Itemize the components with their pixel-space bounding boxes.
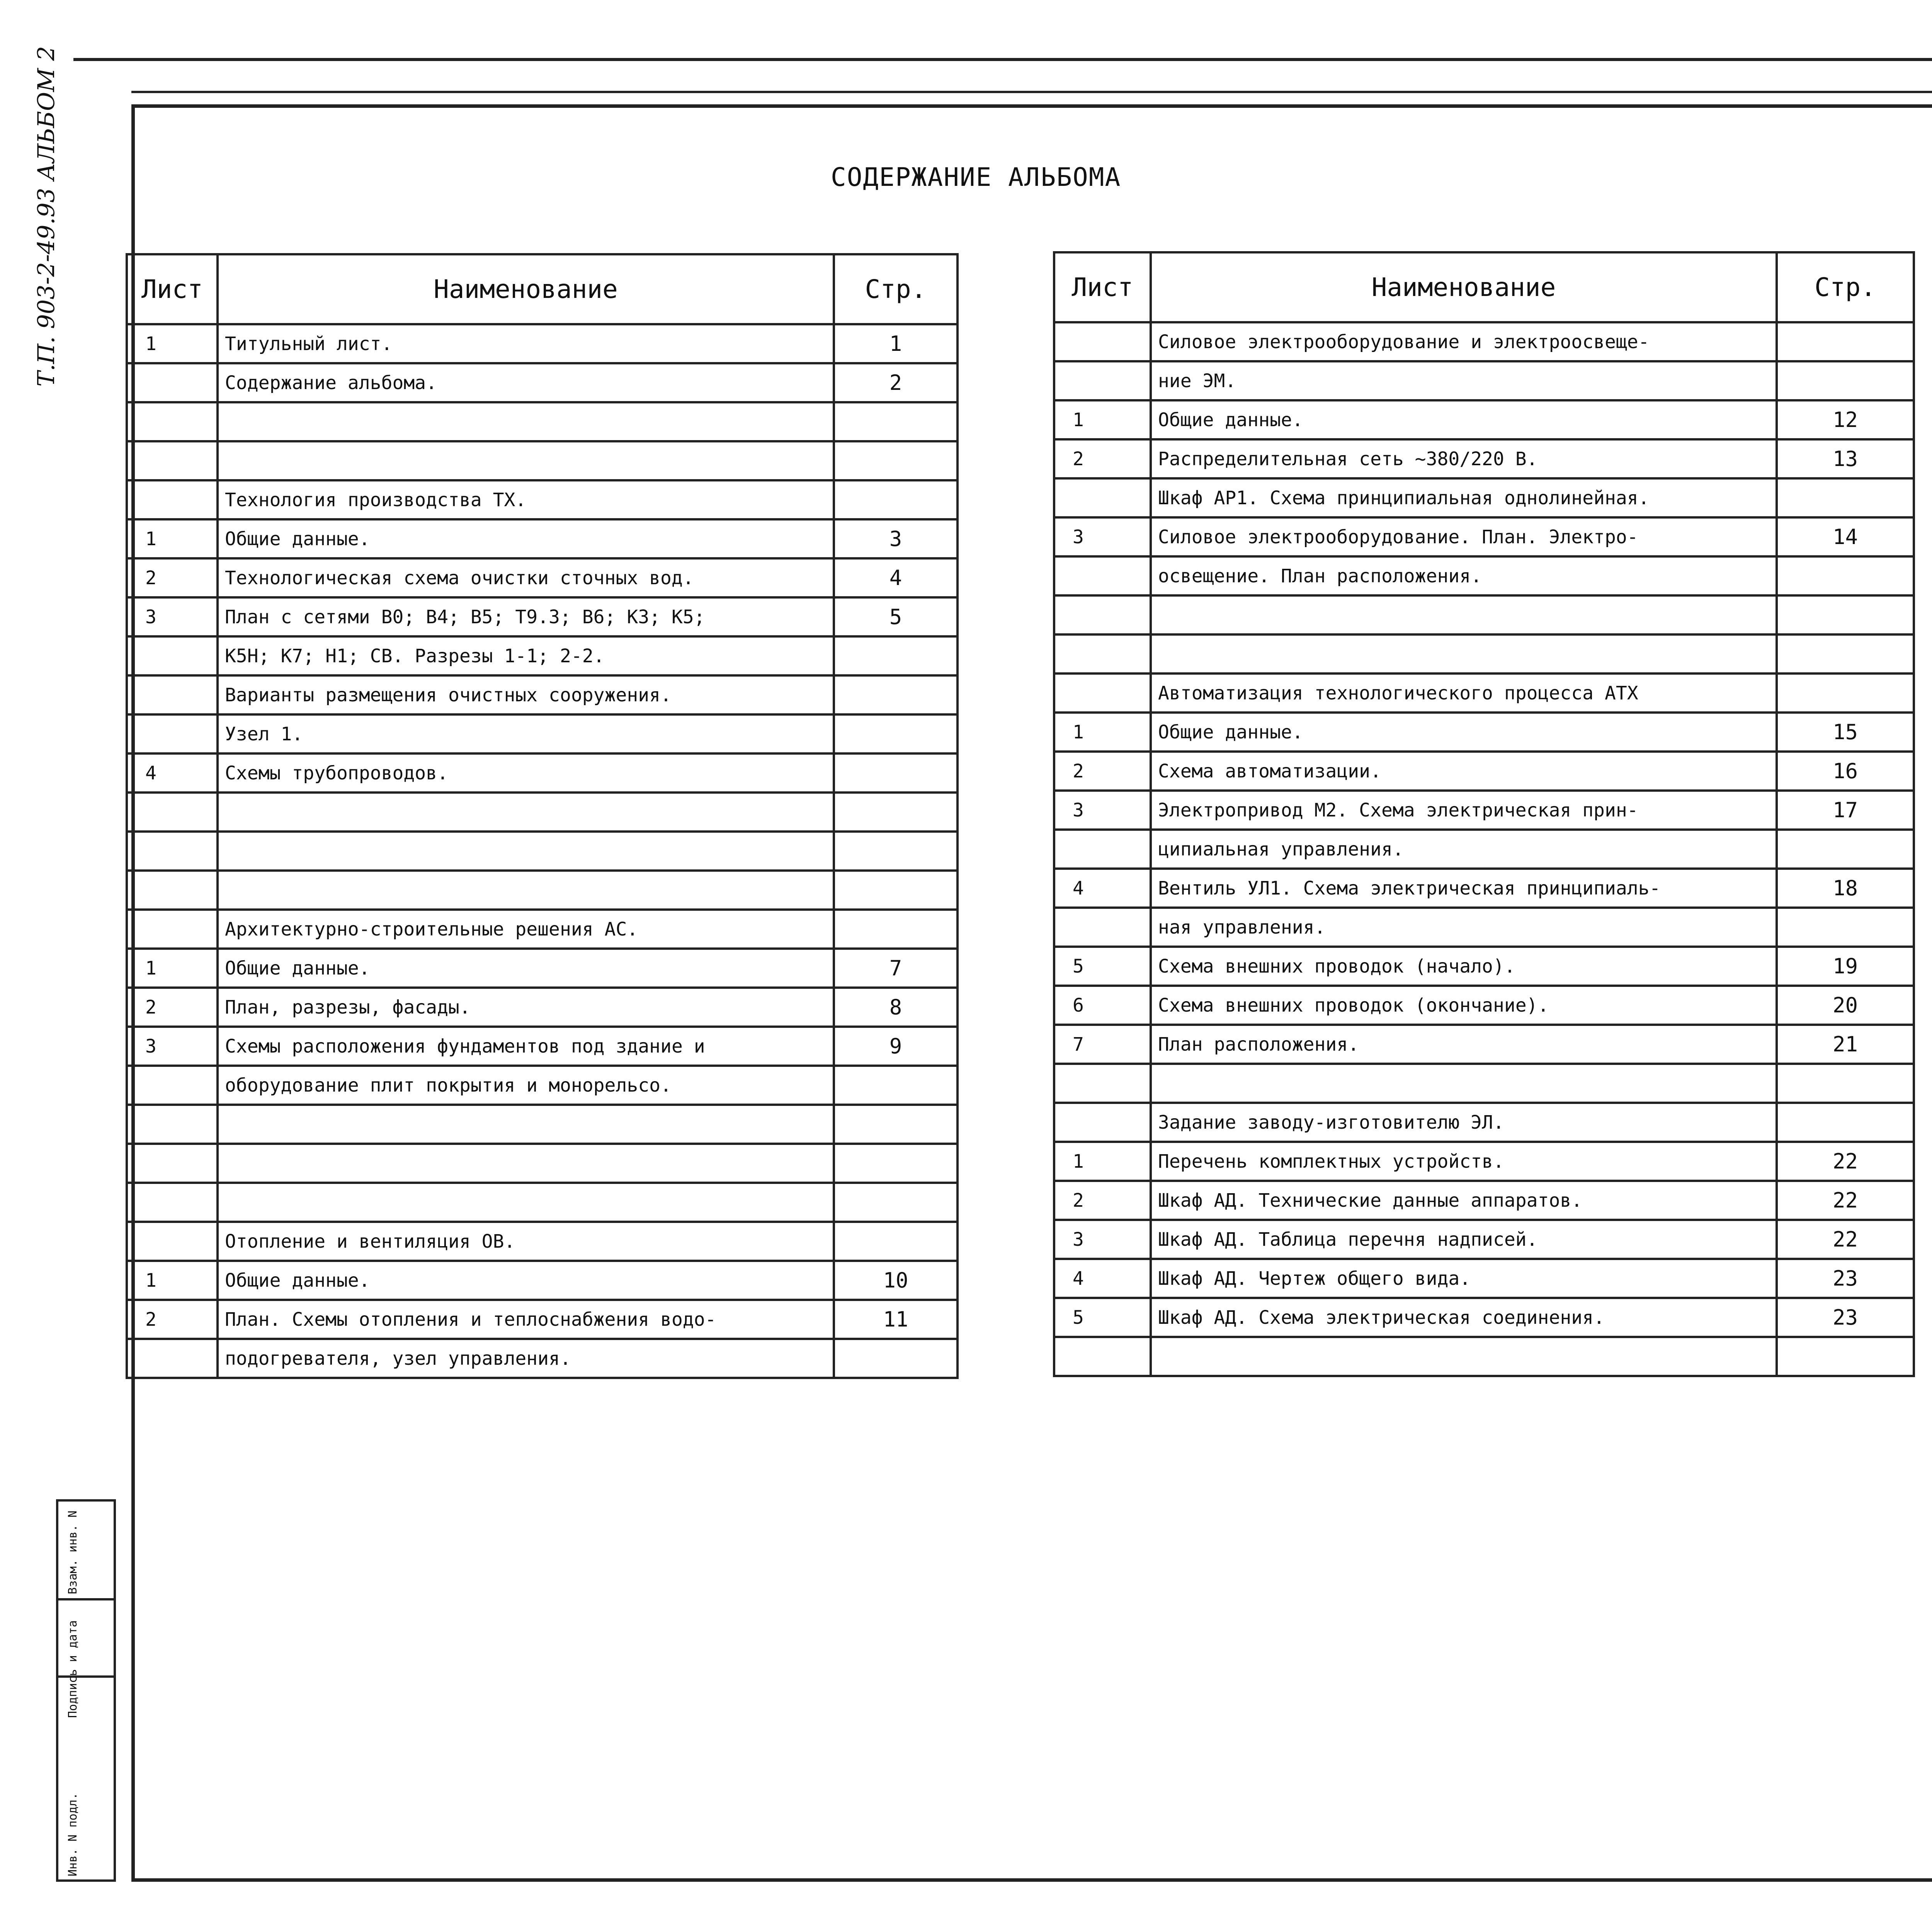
item-name: Узел 1. <box>218 714 834 753</box>
header-row <box>127 254 957 324</box>
item-name: Схемы расположения фундаментов под здание и <box>218 1027 834 1066</box>
table-row <box>127 1144 957 1183</box>
table-row <box>127 1261 957 1300</box>
item-name: Общие данные. <box>1151 713 1777 752</box>
item-name: План. Схемы отопления и теплоснабжения водо- <box>218 1300 834 1339</box>
table-row <box>1054 1337 1914 1376</box>
sheet-number: 1 <box>1054 713 1151 752</box>
sheet-number: 5 <box>1054 947 1151 986</box>
table-row <box>127 871 957 910</box>
page-number <box>1777 673 1914 713</box>
page-number <box>834 1339 957 1378</box>
table-row <box>127 1222 957 1261</box>
sheet-number: 3 <box>127 597 218 636</box>
page-number: 1 <box>834 324 957 363</box>
item-name <box>1151 1337 1777 1376</box>
item-name: Титульный лист. <box>218 324 834 363</box>
sheet-number <box>1054 478 1151 517</box>
table-row <box>127 949 957 988</box>
stamp-label-replacement: Взам. инв. N <box>66 1510 80 1594</box>
page-number <box>834 675 957 714</box>
item-name: Шкаф АД. Чертеж общего вида. <box>1151 1259 1777 1298</box>
item-name <box>1151 634 1777 673</box>
top-border-line <box>73 58 1932 61</box>
table-row <box>1054 1025 1914 1064</box>
page-number <box>1777 908 1914 947</box>
item-name: План, разрезы, фасады. <box>218 988 834 1027</box>
page-number <box>834 753 957 793</box>
item-name: Схема автоматизации. <box>1151 752 1777 791</box>
item-name: Технология производства ТХ. <box>218 480 834 519</box>
item-name: Силовое электрооборудование. План. Электро- <box>1151 517 1777 556</box>
stamp-label-inventory: Инв. N подл. <box>66 1793 80 1876</box>
table-row <box>127 363 957 402</box>
item-name: Общие данные. <box>218 949 834 988</box>
sheet-number: 3 <box>127 1027 218 1066</box>
item-name: Общие данные. <box>218 519 834 558</box>
approval-stamp <box>56 1499 116 1882</box>
table-row <box>127 1066 957 1105</box>
table-row <box>127 480 957 519</box>
item-name <box>1151 1064 1777 1103</box>
sheet-number: 4 <box>1054 1259 1151 1298</box>
table-row <box>127 519 957 558</box>
item-name: ципиальная управления. <box>1151 830 1777 869</box>
table-row <box>1054 1103 1914 1142</box>
sheet-number: 1 <box>127 949 218 988</box>
page-number <box>1777 1064 1914 1103</box>
item-name: ная управления. <box>1151 908 1777 947</box>
item-name: Общие данные. <box>218 1261 834 1300</box>
table-row <box>127 714 957 753</box>
contents-table-right <box>1053 251 1915 1377</box>
side-code-text: Т.П. 903-2-49.93 АЛЬБОМ 2 <box>33 46 60 387</box>
page-number: 7 <box>834 949 957 988</box>
page-number: 22 <box>1777 1220 1914 1259</box>
item-name: Вентиль УЛ1. Схема электрическая принципиаль- <box>1151 869 1777 908</box>
page-number <box>1777 322 1914 361</box>
sheet-number <box>1054 673 1151 713</box>
item-name: К5Н; К7; Н1; СВ. Разрезы 1-1; 2-2. <box>218 636 834 675</box>
table-row <box>127 793 957 832</box>
page-number <box>834 714 957 753</box>
table-row <box>1054 791 1914 830</box>
page-number: 15 <box>1777 713 1914 752</box>
page-number <box>834 910 957 949</box>
sheet-number: 5 <box>1054 1298 1151 1337</box>
item-name: Шкаф АД. Технические данные аппаратов. <box>1151 1181 1777 1220</box>
page-number: 9 <box>834 1027 957 1066</box>
page-number: 19 <box>1777 947 1914 986</box>
table-row <box>1054 830 1914 869</box>
page-number: 2 <box>834 363 957 402</box>
table-row <box>1054 1064 1914 1103</box>
page-number: 21 <box>1777 1025 1914 1064</box>
item-name <box>218 441 834 480</box>
sheet-number <box>127 363 218 402</box>
item-name <box>218 832 834 871</box>
table-row <box>1054 322 1914 361</box>
item-name: ние ЭМ. <box>1151 361 1777 400</box>
item-name: освещение. План расположения. <box>1151 556 1777 595</box>
sheet-number: 4 <box>127 753 218 793</box>
header-sheet: Лист <box>1054 252 1151 322</box>
table-row <box>1054 1181 1914 1220</box>
page-number: 18 <box>1777 869 1914 908</box>
table-row <box>127 558 957 597</box>
sheet-number <box>127 1222 218 1261</box>
sheet-number <box>127 1183 218 1222</box>
sheet-number <box>1054 830 1151 869</box>
sheet-number <box>1054 595 1151 634</box>
page-number: 12 <box>1777 400 1914 439</box>
sheet-number <box>127 871 218 910</box>
item-name <box>1151 595 1777 634</box>
table-row <box>1054 908 1914 947</box>
sheet-number <box>127 441 218 480</box>
page-number <box>834 793 957 832</box>
sheet-number <box>1054 361 1151 400</box>
table-row <box>1054 556 1914 595</box>
page-number: 5 <box>834 597 957 636</box>
sheet-number: 2 <box>1054 752 1151 791</box>
sheet-number <box>127 714 218 753</box>
page-number: 17 <box>1777 791 1914 830</box>
page-number <box>834 1222 957 1261</box>
header-row <box>1054 252 1914 322</box>
table-row <box>1054 439 1914 478</box>
table-row <box>127 1105 957 1144</box>
sheet-number: 1 <box>127 1261 218 1300</box>
sheet-number <box>127 793 218 832</box>
table-row <box>127 753 957 793</box>
item-name: Схема внешних проводок (начало). <box>1151 947 1777 986</box>
page-number <box>1777 361 1914 400</box>
table-row <box>127 597 957 636</box>
stamp-divider <box>58 1598 114 1600</box>
header-page: Стр. <box>1777 252 1914 322</box>
sheet-number: 1 <box>127 324 218 363</box>
table-row <box>1054 986 1914 1025</box>
header-sheet: Лист <box>127 254 218 324</box>
sheet-number <box>127 832 218 871</box>
item-name <box>218 1105 834 1144</box>
page-number: 23 <box>1777 1298 1914 1337</box>
sheet-number <box>1054 908 1151 947</box>
table-row <box>1054 869 1914 908</box>
page-number: 20 <box>1777 986 1914 1025</box>
table-row <box>1054 1142 1914 1181</box>
table-row <box>1054 361 1914 400</box>
item-name: оборудование плит покрытия и монорельсо. <box>218 1066 834 1105</box>
page-number <box>1777 556 1914 595</box>
table-row <box>1054 1259 1914 1298</box>
page-number: 14 <box>1777 517 1914 556</box>
page-number <box>834 636 957 675</box>
page-number: 22 <box>1777 1181 1914 1220</box>
sheet-number: 2 <box>127 988 218 1027</box>
header-name: Наименование <box>218 254 834 324</box>
table-row <box>127 1183 957 1222</box>
stamp-label-signature: Подпись и дата <box>66 1620 80 1718</box>
page-number: 4 <box>834 558 957 597</box>
page-number <box>1777 1337 1914 1376</box>
table-row <box>1054 517 1914 556</box>
page-number <box>834 871 957 910</box>
sheet-number <box>1054 322 1151 361</box>
table-row <box>127 402 957 441</box>
table-row <box>1054 673 1914 713</box>
table-row <box>1054 634 1914 673</box>
sheet-number: 6 <box>1054 986 1151 1025</box>
sheet-number <box>1054 1103 1151 1142</box>
sheet-number <box>127 480 218 519</box>
page-number <box>834 1105 957 1144</box>
table-row <box>1054 400 1914 439</box>
item-name: Шкаф АД. Схема электрическая соединения. <box>1151 1298 1777 1337</box>
page-number: 13 <box>1777 439 1914 478</box>
item-name: Шкаф АД. Таблица перечня надписей. <box>1151 1220 1777 1259</box>
item-name: Варианты размещения очистных сооружения. <box>218 675 834 714</box>
table-row <box>127 441 957 480</box>
table-row <box>127 636 957 675</box>
top-border-line <box>131 91 1932 93</box>
item-name: Отопление и вентиляция ОВ. <box>218 1222 834 1261</box>
sheet-number: 2 <box>1054 439 1151 478</box>
item-name: подогревателя, узел управления. <box>218 1339 834 1378</box>
table-row <box>1054 1298 1914 1337</box>
page-number <box>1777 830 1914 869</box>
page-number <box>834 1144 957 1183</box>
item-name: План расположения. <box>1151 1025 1777 1064</box>
item-name: Технологическая схема очистки сточных вод. <box>218 558 834 597</box>
sheet-number <box>127 1144 218 1183</box>
page-number <box>834 402 957 441</box>
page-number <box>834 832 957 871</box>
table-row <box>1054 947 1914 986</box>
page-number <box>834 441 957 480</box>
header-page: Стр. <box>834 254 957 324</box>
sheet-number: 1 <box>1054 400 1151 439</box>
item-name: План с сетями В0; В4; В5; Т9.3; В6; К3; К5; <box>218 597 834 636</box>
table-row <box>1054 478 1914 517</box>
page-number: 22 <box>1777 1142 1914 1181</box>
sheet-number: 4 <box>1054 869 1151 908</box>
item-name: Общие данные. <box>1151 400 1777 439</box>
sheet-number <box>127 1105 218 1144</box>
table-row <box>127 324 957 363</box>
item-name <box>218 793 834 832</box>
sheet-number <box>1054 634 1151 673</box>
table-row <box>127 988 957 1027</box>
page-number <box>1777 478 1914 517</box>
item-name: Автоматизация технологического процесса АТХ <box>1151 673 1777 713</box>
item-name <box>218 1144 834 1183</box>
page-number <box>834 1066 957 1105</box>
page-number: 23 <box>1777 1259 1914 1298</box>
sheet-number: 3 <box>1054 517 1151 556</box>
sheet-number <box>1054 556 1151 595</box>
page-number <box>834 1183 957 1222</box>
table-row <box>127 1300 957 1339</box>
sheet-number: 3 <box>1054 1220 1151 1259</box>
item-name: Схемы трубопроводов. <box>218 753 834 793</box>
contents-table-left <box>126 253 959 1379</box>
sheet-number <box>127 675 218 714</box>
item-name: Архитектурно-строительные решения АС. <box>218 910 834 949</box>
header-name: Наименование <box>1151 252 1777 322</box>
item-name <box>218 871 834 910</box>
item-name: Электропривод М2. Схема электрическая прин- <box>1151 791 1777 830</box>
sheet-number <box>127 1066 218 1105</box>
sheet-number <box>127 1339 218 1378</box>
page-number: 16 <box>1777 752 1914 791</box>
page-title: СОДЕРЖАНИЕ АЛЬБОМА <box>831 162 1121 192</box>
page-number <box>834 480 957 519</box>
sheet-number: 2 <box>1054 1181 1151 1220</box>
item-name: Содержание альбома. <box>218 363 834 402</box>
side-document-code <box>33 23 75 410</box>
item-name: Шкаф АР1. Схема принципиальная однолинейная. <box>1151 478 1777 517</box>
sheet-number <box>127 402 218 441</box>
sheet-number <box>127 910 218 949</box>
item-name <box>218 1183 834 1222</box>
table-row <box>127 1027 957 1066</box>
item-name: Распределительная сеть ~380/220 В. <box>1151 439 1777 478</box>
item-name: Схема внешних проводок (окончание). <box>1151 986 1777 1025</box>
table-row <box>127 832 957 871</box>
page-number: 3 <box>834 519 957 558</box>
page-number <box>1777 595 1914 634</box>
item-name: Силовое электрооборудование и электроосвеще- <box>1151 322 1777 361</box>
item-name: Задание заводу-изготовителю ЭЛ. <box>1151 1103 1777 1142</box>
page-number: 8 <box>834 988 957 1027</box>
sheet-number <box>1054 1064 1151 1103</box>
page-number: 10 <box>834 1261 957 1300</box>
sheet-number: 7 <box>1054 1025 1151 1064</box>
page-number: 11 <box>834 1300 957 1339</box>
item-name: Перечень комплектных устройств. <box>1151 1142 1777 1181</box>
table-row <box>127 675 957 714</box>
page-number <box>1777 634 1914 673</box>
sheet-number: 3 <box>1054 791 1151 830</box>
sheet-number: 2 <box>127 558 218 597</box>
item-name <box>218 402 834 441</box>
table-row <box>1054 1220 1914 1259</box>
table-row <box>1054 752 1914 791</box>
table-row <box>1054 713 1914 752</box>
sheet-number <box>127 636 218 675</box>
sheet-number: 2 <box>127 1300 218 1339</box>
table-row <box>127 1339 957 1378</box>
sheet-number: 1 <box>1054 1142 1151 1181</box>
table-row <box>1054 595 1914 634</box>
table-row <box>127 910 957 949</box>
sheet-number <box>1054 1337 1151 1376</box>
page-number <box>1777 1103 1914 1142</box>
sheet-number: 1 <box>127 519 218 558</box>
